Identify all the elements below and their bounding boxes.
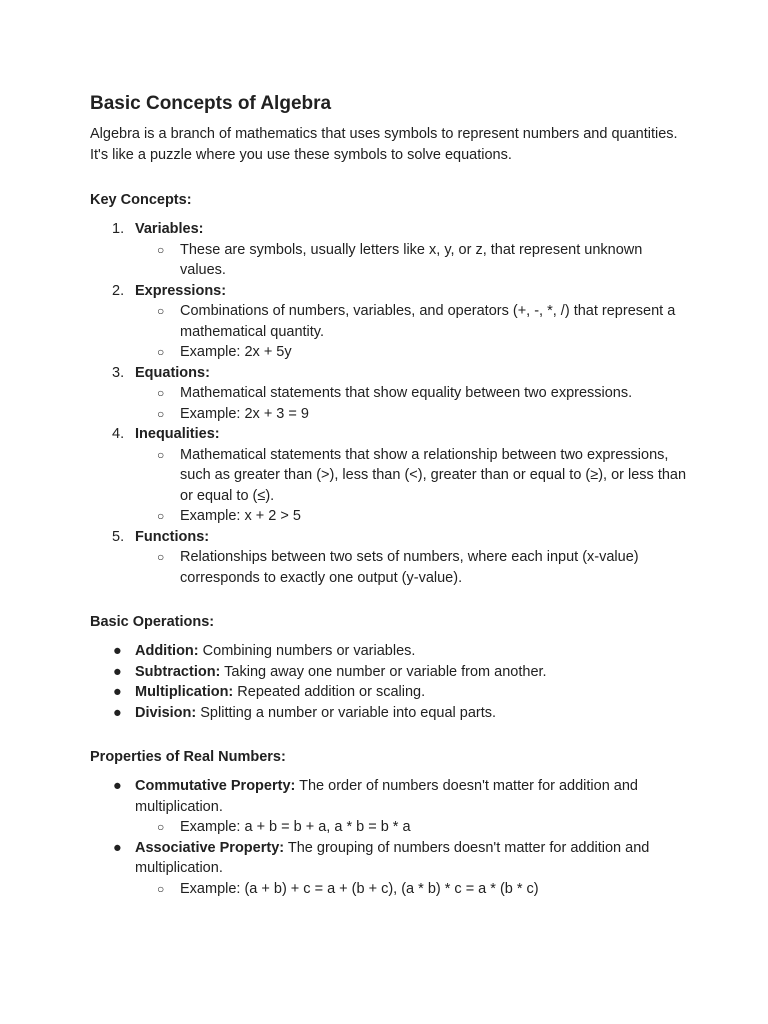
- concept-item: [90, 219, 690, 240]
- sub-item-text: Combinations of numbers, variables, and operators (+, -, *, /) that represent a mathematical quantity.: [180, 303, 676, 340]
- sub-item-text: These are symbols, usually letters like x, y, or z, that represent unknown values.: [180, 241, 643, 278]
- property-subitems: [90, 817, 690, 838]
- list-number: 3.: [112, 364, 125, 381]
- hollow-bullet-icon: ○: [157, 881, 165, 896]
- document-page: [90, 92, 690, 899]
- concept-term: Functions:: [135, 528, 210, 545]
- sub-item: [135, 547, 690, 588]
- list-number: 5.: [112, 528, 125, 545]
- operation-text: Combining numbers or variables.: [202, 643, 416, 659]
- property-item: [90, 838, 690, 879]
- sub-item: [135, 240, 690, 281]
- sub-item: [135, 342, 690, 363]
- property-example: Example: a + b = b + a, a * b = b * a: [180, 819, 411, 835]
- sub-list: [135, 817, 690, 838]
- hollow-bullet-icon: ○: [157, 345, 165, 359]
- list-number: 2.: [112, 282, 125, 299]
- list-number: 4.: [112, 426, 125, 442]
- sub-list: [135, 301, 690, 363]
- concept-subitems: [90, 240, 690, 281]
- operation-item: [90, 641, 690, 662]
- concept-item: [90, 363, 690, 384]
- operation-item: [90, 703, 690, 724]
- sub-item: [135, 445, 690, 507]
- sub-item: [135, 383, 690, 404]
- sub-item-text: Example: 2x + 3 = 9: [180, 405, 309, 422]
- intro-paragraph: Algebra is a branch of mathematics that uses symbols to represent numbers and quantities. It's like a puzzle where you use these symbols to solve equations.: [90, 126, 678, 163]
- sub-item-text: Mathematical statements that show a relationship between two expressions, such as greater than (>), less than (<), greater than or equal to (≥), or less than or equal to (≤).: [180, 446, 687, 504]
- hollow-bullet-icon: ○: [157, 820, 165, 834]
- operation-term: Division:: [135, 704, 197, 721]
- key-concepts-list: [90, 219, 690, 588]
- disc-bullet-icon: ●: [113, 839, 122, 856]
- operation-text: Repeated addition or scaling.: [237, 684, 426, 700]
- sub-item: [135, 404, 690, 425]
- property-example: Example: (a + b) + c = a + (b + c), (a * b) * c = a * (b * c): [180, 880, 539, 897]
- concept-subitems: [90, 547, 690, 588]
- operation-text: Taking away one number or variable from another.: [224, 663, 547, 680]
- concept-term: Inequalities:: [135, 426, 220, 442]
- list-number: 1.: [112, 221, 125, 237]
- disc-bullet-icon: ●: [113, 643, 122, 659]
- operation-term: Addition:: [135, 643, 199, 659]
- hollow-bullet-icon: ○: [157, 242, 165, 257]
- hollow-bullet-icon: ○: [157, 386, 165, 400]
- concept-item: [90, 527, 690, 548]
- basic-operations-heading: Basic Operations:: [90, 614, 215, 630]
- properties-list: [90, 776, 690, 899]
- concept-subitems: [90, 383, 690, 424]
- basic-operations-list: [90, 641, 690, 723]
- sub-item-text: Example: 2x + 5y: [180, 344, 292, 360]
- sub-item: [135, 879, 690, 900]
- concept-term: Expressions:: [135, 282, 227, 299]
- sub-item-text: Relationships between two sets of numbers, where each input (x-value) corresponds to exactly one output (y-value).: [180, 549, 639, 586]
- hollow-bullet-icon: ○: [157, 509, 165, 523]
- sub-item: [135, 506, 690, 527]
- sub-list: [135, 383, 690, 424]
- sub-item-text: Mathematical statements that show equality between two expressions.: [180, 385, 633, 401]
- property-term: Commutative Property:: [135, 778, 296, 794]
- concept-term: Variables:: [135, 221, 204, 237]
- sub-item: [135, 817, 690, 838]
- concept-term: Equations:: [135, 364, 210, 381]
- property-text: The grouping of numbers doesn't matter for addition and multiplication.: [135, 839, 650, 876]
- sub-item: [135, 301, 690, 342]
- property-text: The order of numbers doesn't matter for addition and multiplication.: [135, 778, 638, 815]
- hollow-bullet-icon: ○: [157, 406, 165, 421]
- operation-item: [90, 662, 690, 683]
- operation-item: [90, 682, 690, 703]
- sub-item-text: Example: x + 2 > 5: [180, 508, 301, 524]
- disc-bullet-icon: ●: [113, 684, 122, 700]
- property-item: [90, 776, 690, 817]
- hollow-bullet-icon: ○: [157, 447, 165, 462]
- document-title: Basic Concepts of Algebra: [90, 93, 332, 114]
- key-concepts-heading: Key Concepts:: [90, 192, 192, 208]
- sub-list: [135, 240, 690, 281]
- property-term: Associative Property:: [135, 839, 285, 856]
- properties-heading: Properties of Real Numbers:: [90, 749, 286, 765]
- sub-list: [135, 445, 690, 527]
- concept-item: [90, 424, 690, 445]
- disc-bullet-icon: ●: [113, 704, 122, 721]
- operation-text: Splitting a number or variable into equal parts.: [200, 704, 497, 721]
- property-subitems: [90, 879, 690, 900]
- concept-subitems: [90, 301, 690, 363]
- disc-bullet-icon: ●: [113, 778, 122, 794]
- disc-bullet-icon: ●: [113, 663, 122, 680]
- sub-list: [135, 879, 690, 900]
- operation-term: Multiplication:: [135, 684, 234, 700]
- concept-item: [90, 281, 690, 302]
- sub-list: [135, 547, 690, 588]
- operation-term: Subtraction:: [135, 663, 221, 680]
- concept-subitems: [90, 445, 690, 527]
- hollow-bullet-icon: ○: [157, 550, 165, 564]
- hollow-bullet-icon: ○: [157, 304, 165, 318]
